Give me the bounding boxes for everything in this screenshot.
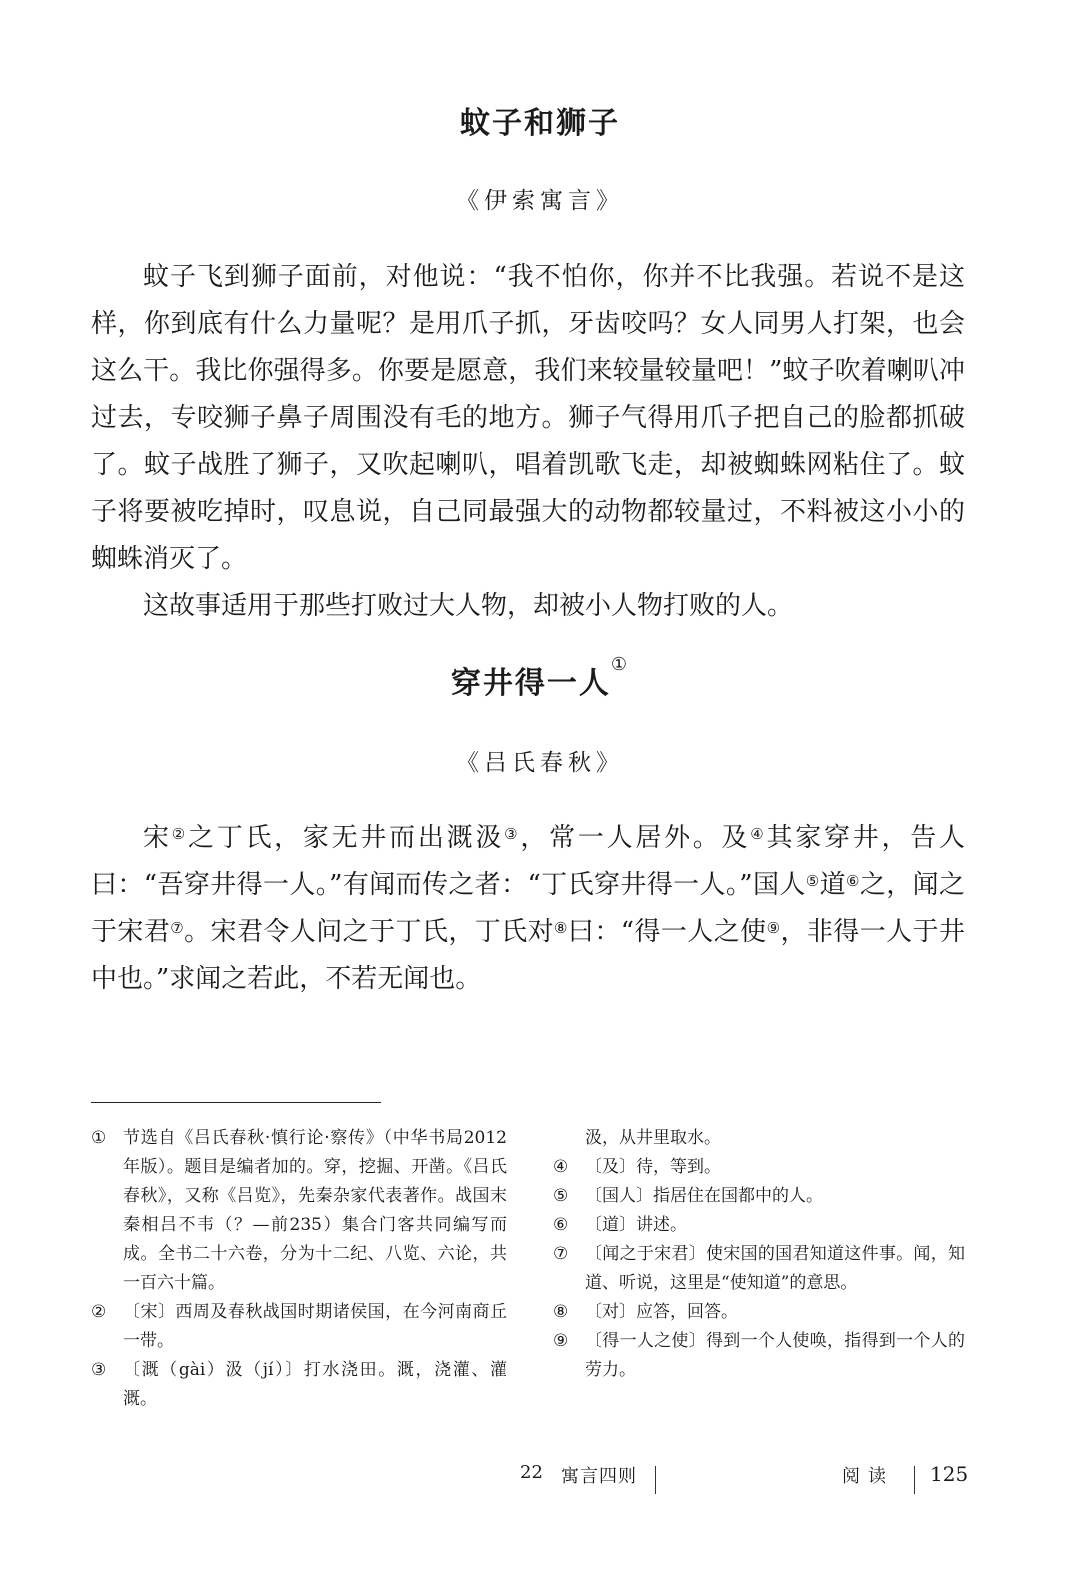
story2-paragraph — [91, 815, 965, 1003]
footnote-marker: ③ — [91, 1360, 107, 1380]
footnote — [553, 1240, 965, 1298]
footnotes-left-column — [91, 1124, 507, 1414]
text-segment: 之，闻之于宋君 — [91, 870, 965, 947]
footnote-marker: ① — [91, 1128, 107, 1148]
lesson-number: 22 — [520, 1462, 543, 1483]
text-segment: ，非得一人于井中也。”求闻之若此，不若无闻也。 — [91, 917, 965, 994]
story2-body — [91, 815, 965, 1003]
story2-source: 《吕氏春秋》 — [456, 750, 624, 776]
note-marker: ③ — [504, 825, 521, 843]
footnote-text: 〔对〕应答，回答。 — [585, 1302, 738, 1322]
footnote-marker: ⑧ — [553, 1302, 569, 1322]
note-marker: ⑤ — [805, 872, 820, 890]
note-marker: ⑥ — [845, 872, 860, 890]
footer-separator-1 — [655, 1466, 656, 1494]
page-number: 125 — [930, 1462, 969, 1486]
note-marker: ② — [171, 825, 188, 843]
text-segment: 宋 — [143, 823, 172, 853]
story1-body — [91, 254, 965, 630]
lesson-title: 寓言四则 — [561, 1466, 637, 1487]
story1-source: 《伊索寓言》 — [456, 188, 624, 214]
footnote — [91, 1124, 507, 1298]
story1-paragraph-2: 这故事适用于那些打败过大人物，却被小人物打败的人。 — [143, 591, 794, 621]
footnote-divider — [91, 1102, 381, 1103]
story2-title: 穿井得一人 — [450, 666, 611, 701]
footnote-text: 〔闻之于宋君〕使宋国的国君知道这件事。闻，知道、听说，这里是“使知道”的意思。 — [585, 1244, 965, 1293]
text-segment: ，常一人居外。及 — [520, 823, 751, 853]
note-marker: ⑨ — [766, 919, 781, 937]
footnote — [553, 1153, 965, 1182]
footnote-text: 〔得一人之使〕得到一个人使唤，指得到一个人的劳力。 — [585, 1331, 965, 1380]
footnote-continuation: 汲，从井里取水。 — [585, 1128, 721, 1148]
text-segment: 道 — [819, 870, 846, 900]
section-label: 阅读 — [842, 1466, 894, 1487]
footnote-text: 〔及〕待，等到。 — [585, 1157, 721, 1177]
text-segment: 其家穿井，告人曰：“吾穿井得一人。”有闻而传之者：“丁氏穿井得一人。”国人 — [91, 823, 965, 900]
note-marker: ⑧ — [554, 919, 568, 937]
text-segment: 之丁氏，家无井而出溉汲 — [187, 823, 505, 853]
footnote — [553, 1327, 965, 1385]
footnote — [553, 1182, 965, 1211]
footnote — [91, 1356, 507, 1414]
note-marker: ④ — [750, 825, 767, 843]
footnote-text: 〔国人〕指居住在国都中的人。 — [585, 1186, 823, 1206]
footnote-text: 〔溉（gài）汲（jí）〕打水浇田。溉，浇灌、灌溉。 — [123, 1360, 507, 1409]
story1-paragraph-1: 蚊子飞到狮子面前，对他说：“我不怕你，你并不比我强。若说不是这样，你到底有什么力量呢？是用爪子抓，牙齿咬吗？女人同男人打架，也会这么干。我比你强得多。你要是愿意，我们来较量较量吧！”蚊子吹着喇叭冲过去，专咬狮子鼻子周围没有毛的地方。狮子气得用爪子把自己的脸都抓破了。蚊子战胜了狮子，又吹起喇叭，唱着凯歌飞走，却被蜘蛛网粘住了。蚊子将要被吃掉时，叹息说，自己同最强大的动物都较量过，不料被这小小的蜘蛛消灭了。 — [91, 262, 965, 574]
footnote-marker: ⑥ — [553, 1215, 569, 1235]
footnote — [91, 1298, 507, 1356]
footnote-marker: ⑦ — [553, 1244, 569, 1264]
footnote-marker: ⑨ — [553, 1331, 569, 1351]
story2-title-note-marker: ① — [610, 654, 630, 675]
note-marker: ⑦ — [170, 919, 185, 937]
footnotes-right-column — [553, 1124, 965, 1385]
text-segment: 。宋君令人问之于丁氏，丁氏对 — [184, 917, 555, 947]
story1-title: 蚊子和狮子 — [460, 106, 620, 141]
footer-separator-2 — [914, 1466, 915, 1494]
footnote — [553, 1298, 965, 1327]
footnote-text: 〔道〕讲述。 — [585, 1215, 687, 1235]
footnote-marker: ④ — [553, 1157, 569, 1177]
footnote-marker: ② — [91, 1302, 107, 1322]
footnote-marker: ⑤ — [553, 1186, 569, 1206]
footnote — [553, 1211, 965, 1240]
footnote-text: 节选自《吕氏春秋·慎行论·察传》（中华书局2012年版）。题目是编者加的。穿，挖掘、开凿。《吕氏春秋》，又称《吕览》，先秦杂家代表著作。战国末秦相吕不韦（？—前235）集合门客共同编写而成。全书二十六卷，分为十二纪、八览、六论，共一百六十篇。 — [123, 1128, 507, 1293]
story2-title-block — [0, 654, 1080, 702]
footnote-text: 〔宋〕西周及春秋战国时期诸侯国，在今河南商丘一带。 — [123, 1302, 507, 1351]
text-segment: 曰：“得一人之使 — [567, 917, 767, 947]
